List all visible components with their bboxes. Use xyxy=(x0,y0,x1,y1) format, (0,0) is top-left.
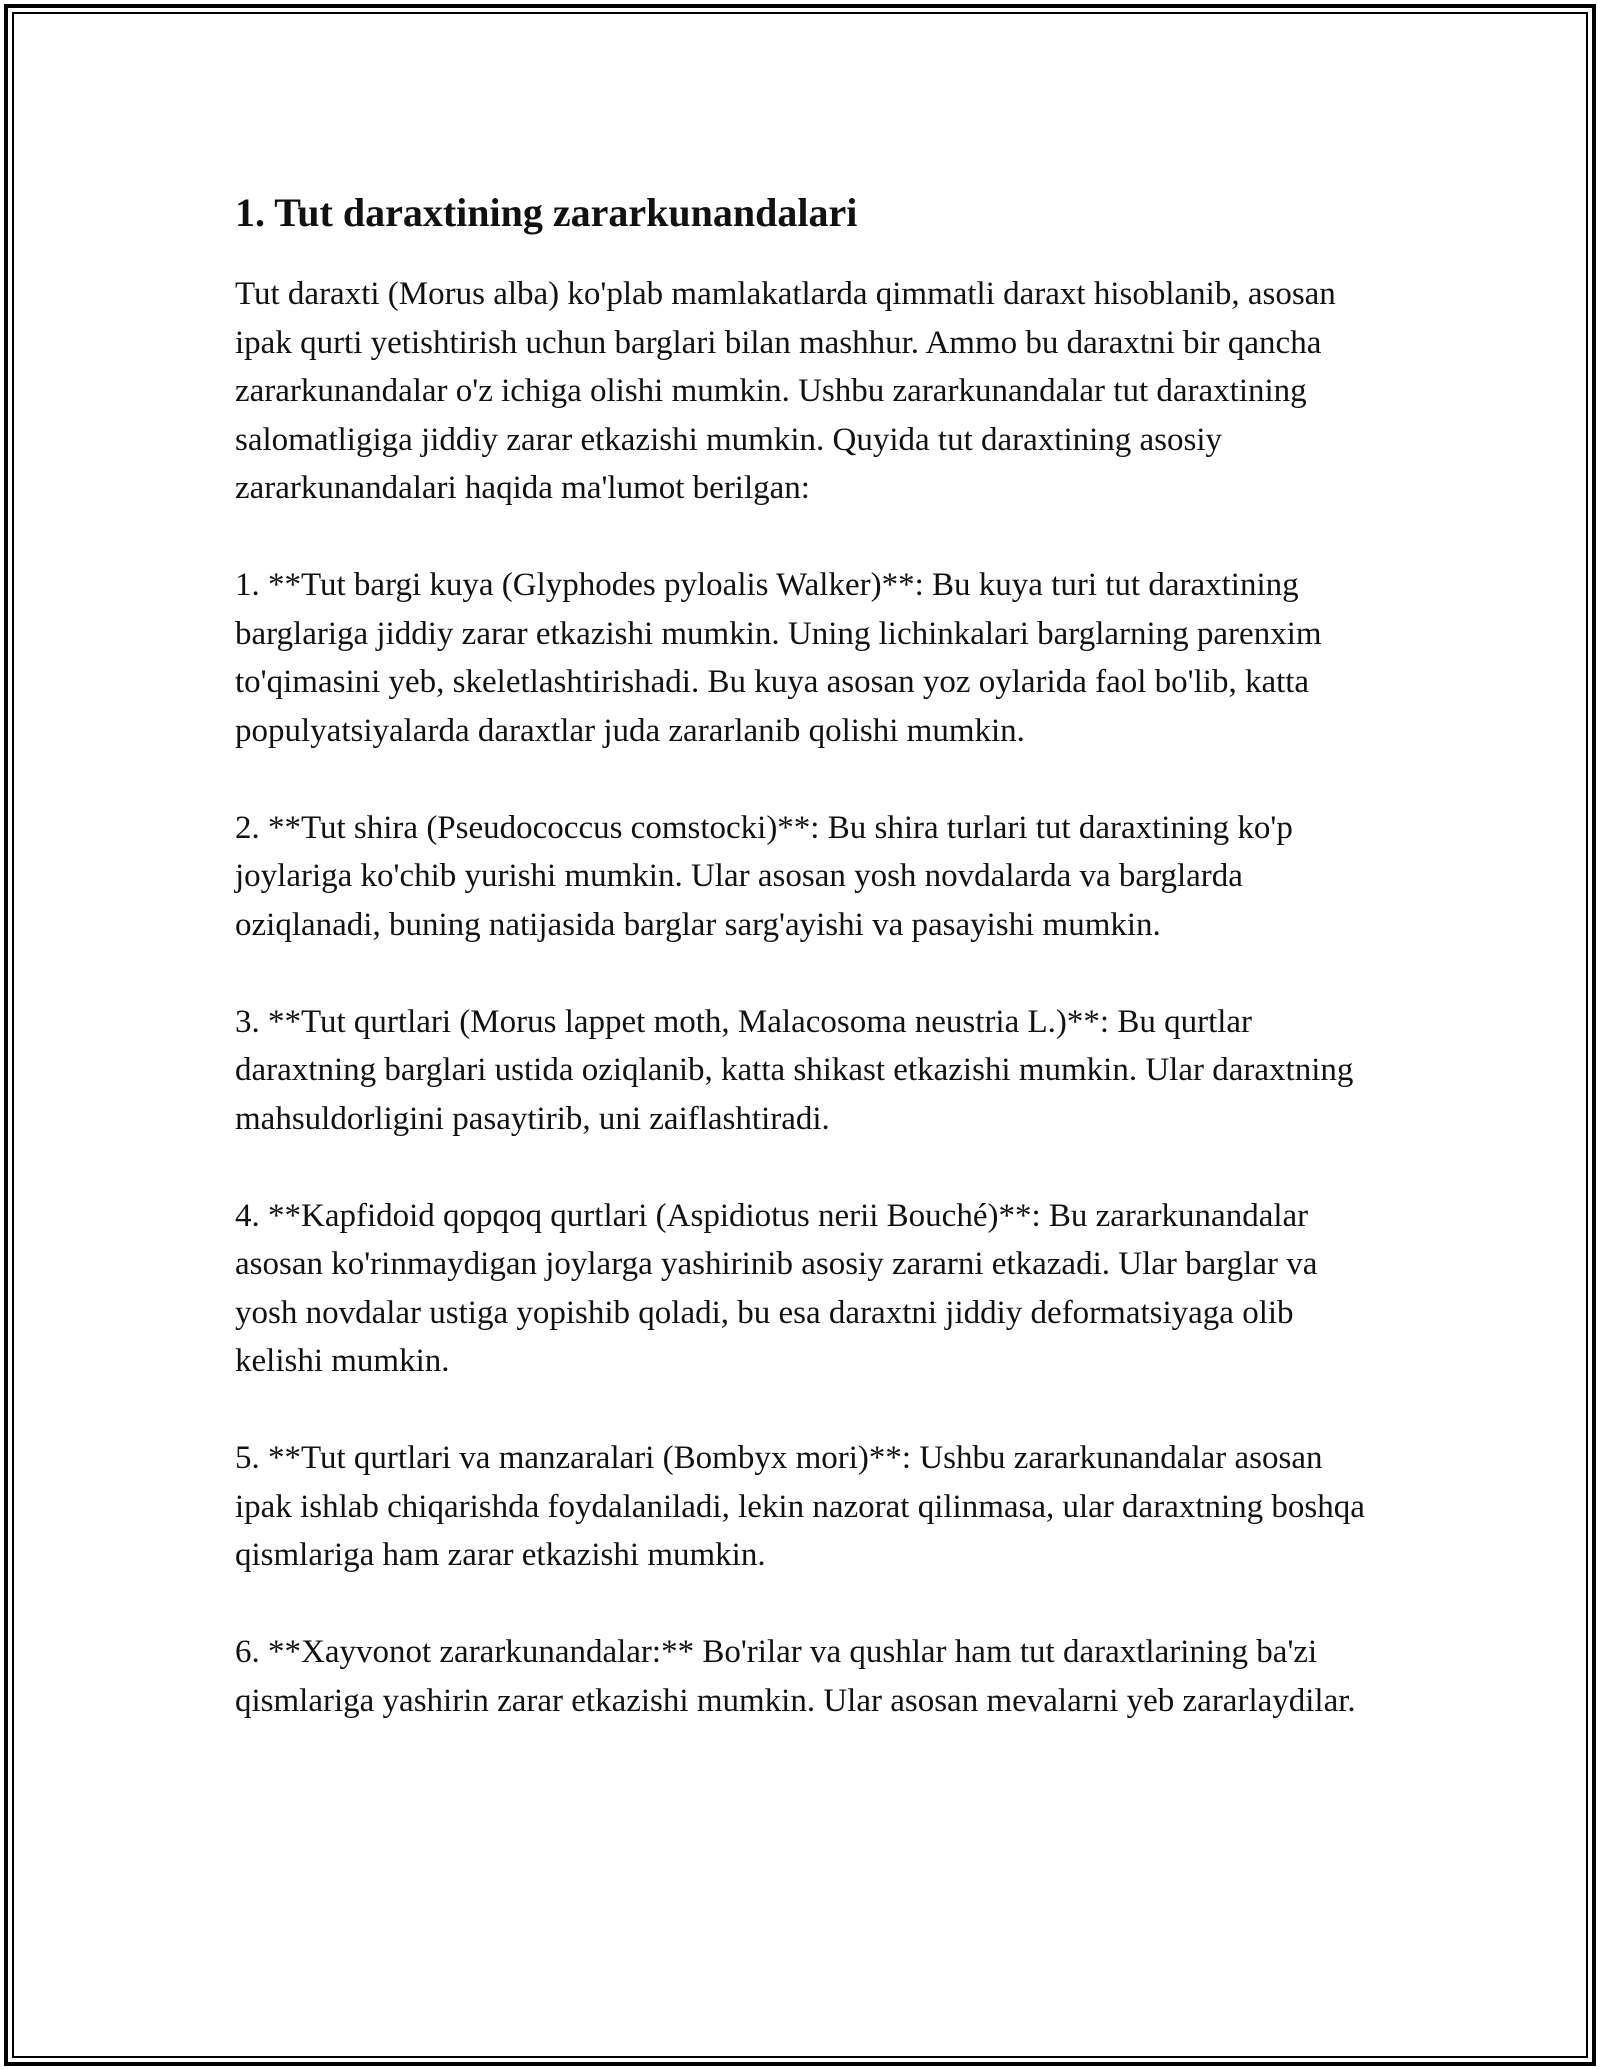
list-item: 1. **Tut bargi kuya (Glyphodes pyloalis Walker)**: Bu kuya turi tut daraxtining barglariga jiddiy zarar etkazishi mumkin. Uning lichinkalari barglarning parenxim to'qimasini yeb, skeletlashtirishadi. Bu kuya asosan yoz oylarida faol bo'lib, katta populyatsiyalarda daraxtlar juda zararlanib qolishi mumkin. xyxy=(235,567,1322,749)
intro-paragraph: Tut daraxti (Morus alba) ko'plab mamlakatlarda qimmatli daraxt hisoblanib, asosan ipak qurti yetishtirish uchun barglari bilan mashhur. Ammo bu daraxtni bir qancha zararkunandalar o'z ichiga olishi mumkin. Ushbu zararkunandalar tut daraxtining salomatligiga jiddiy zarar etkazishi mumkin. Quyida tut daraxtining asosiy zararkunandalari haqida ma'lumot berilgan: xyxy=(235,276,1336,506)
list-item: 5. **Tut qurtlari va manzaralari (Bombyx mori)**: Ushbu zararkunandalar asosan ipak ishlab chiqarishda foydalaniladi, lekin nazorat qilinmasa, ular daraxtning boshqa qismlariga ham zarar etkazishi mumkin. xyxy=(235,1440,1365,1573)
list-item: 6. **Xayvonot zararkunandalar:** Bo'rilar va qushlar ham tut daraxtlarining ba'zi qismlariga yashirin zarar etkazishi mumkin. Ular asosan mevalarni yeb zararlaydilar. xyxy=(235,1634,1356,1719)
list-item: 3. **Tut qurtlari (Morus lappet moth, Malacosoma neustria L.)**: Bu qurtlar daraxtning barglari ustida oziqlanib, katta shikast etkazishi mumkin. Ular daraxtning mahsuldorligini pasaytirib, uni zaiflashtiradi. xyxy=(235,1003,1354,1137)
document-title: 1. Tut daraxtining zararkunandalari xyxy=(235,190,858,235)
list-item: 4. **Kapfidoid qopqoq qurtlari (Aspidiotus nerii Bouché)**: Bu zararkunandalar asosan ko'rinmaydigan joylarga yashirinib asosiy zararni etkazadi. Ular barglar va yosh novdalar ustiga yopishib qoladi, bu esa daraxtni jiddiy deformatsiyaga olib kelishi mumkin. xyxy=(235,1197,1318,1379)
list-item: 2. **Tut shira (Pseudococcus comstocki)**: Bu shira turlari tut daraxtining ko'p joylariga ko'chib yurishi mumkin. Ular asosan yosh novdalarda va barglarda oziqlanadi, buning natijasida barglar sarg'ayishi va pasayishi mumkin. xyxy=(235,809,1293,943)
document-page xyxy=(235,186,1385,1774)
